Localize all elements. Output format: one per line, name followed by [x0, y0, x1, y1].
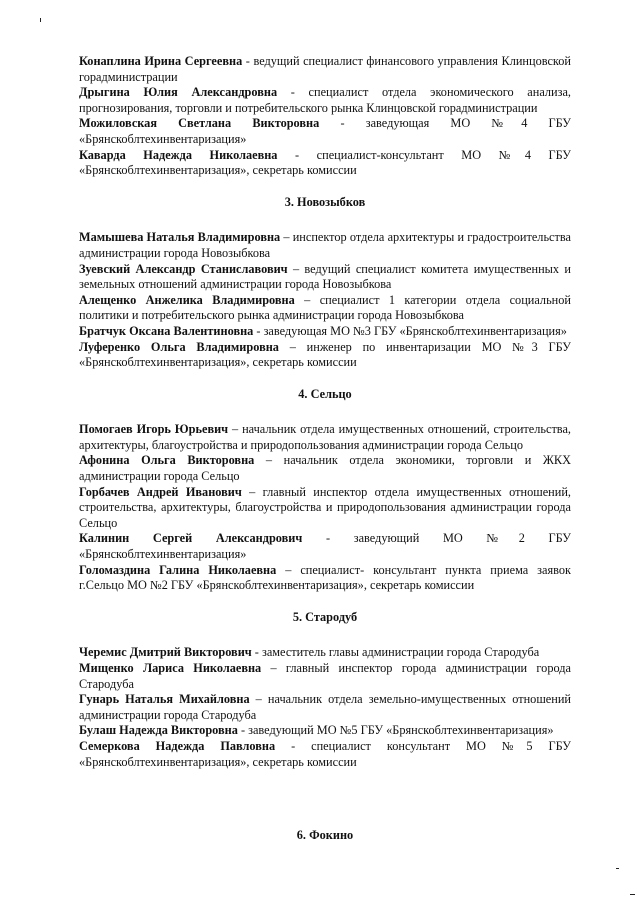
member-entry [79, 422, 571, 453]
member-entry [79, 293, 571, 324]
member-position: - ведущий специалист финансового управления Клинцовской горадминистрации [79, 54, 571, 84]
scan-speck [40, 18, 41, 22]
member-name: Мищенко Лариса Николаевна [79, 661, 262, 675]
member-name: Братчук Оксана Валентиновна [79, 323, 254, 338]
member-position: – инспектор отдела архитектуры и градостроительства администрации города Новозыбкова [79, 230, 571, 260]
section-starodub [79, 645, 571, 770]
member-entry [79, 324, 571, 340]
member-position: – ведущий специалист комитета имущественных и земельных отношений администрации города Новозыбкова [79, 261, 571, 292]
section-seltso [79, 422, 571, 594]
member-entry [79, 661, 571, 692]
member-entry [79, 645, 571, 661]
member-name: Можиловская Светлана Викторовна [79, 116, 320, 131]
member-name: Горбачев Андрей Иванович [79, 484, 242, 499]
member-position: - заведующая МО №4 ГБУ «Брянскоблтехинвентаризация» [79, 116, 571, 146]
member-name: Афонина Ольга Викторовна [79, 453, 255, 468]
member-entry [79, 340, 571, 371]
member-entry [79, 54, 571, 85]
scan-speck [616, 868, 619, 869]
section-klintsy [79, 54, 571, 179]
member-entry [79, 485, 571, 532]
member-position: – начальник отдела имущественных отношений, строительства, архитектуры, благоустройства и природопользования администрации города Сельцо [79, 422, 571, 452]
member-name: Черемис Дмитрий Викторович [79, 645, 252, 660]
section-heading-starodub: 5. Стародуб [292, 609, 358, 624]
member-position: - специалист отдела экономического анализа, прогнозирования, торговли и потребительского рынка Клинцовской горадминистрации [79, 85, 571, 115]
section-heading-novozybkov: 3. Новозыбков [284, 194, 366, 209]
member-entry [79, 531, 571, 562]
member-name: Помогаев Игорь Юрьевич [79, 422, 229, 437]
member-name: Дрыгина Юлия Александровна [79, 85, 278, 100]
member-name: Луференко Ольга Владимировна [79, 339, 279, 354]
section-heading-fokino: 6. Фокино [296, 828, 354, 843]
section-novozybkov [79, 230, 571, 370]
member-name: Калинин Сергей Александрович [79, 531, 303, 546]
member-position: - специалист консультант МО №5 ГБУ «Брянскоблтехинвентаризация», секретарь комиссии [79, 738, 571, 769]
member-position: – инженер по инвентаризации МО №3 ГБУ «Брянскоблтехинвентаризация», секретарь комиссии [79, 339, 571, 370]
member-position: – главный инспектор города администрации города Стародуба [79, 661, 571, 691]
member-entry [79, 85, 571, 116]
document-page [79, 54, 571, 844]
member-entry [79, 739, 571, 770]
member-entry [79, 230, 571, 261]
member-name: Кавардa Надежда Николаевна [79, 147, 278, 162]
member-name: Голомаздина Галина Николаевна [79, 562, 277, 577]
member-position: – начальник отдела земельно-имущественных отношений администрации города Стародуба [79, 692, 571, 722]
member-position: - специалист-консультант МО №4 ГБУ «Брянскоблтехинвентаризация», секретарь комиссии [79, 147, 571, 178]
member-entry [79, 116, 571, 147]
member-position: - заместитель главы администрации города Стародуба [251, 645, 540, 660]
member-name: Алещенко Анжелика Владимировна [79, 292, 295, 307]
member-position: - заведующий МО №2 ГБУ «Брянскоблтехинвентаризация» [79, 531, 571, 562]
member-entry [79, 692, 571, 723]
member-name: Зуевский Александр Станиславович [79, 261, 288, 276]
member-position: - заведующая МО №3 ГБУ «Брянскоблтехинвентаризация» [253, 323, 567, 338]
member-name: Семеркова Надежда Павловна [79, 738, 276, 753]
member-entry [79, 453, 571, 484]
member-name: Булаш Надежда Викторовна [79, 723, 238, 738]
scan-speck [630, 894, 635, 895]
member-name: Мамышева Наталья Владимировна [79, 230, 281, 245]
member-position: – специалист- консультант пункта приема заявок г.Сельцо МО №2 ГБУ «Брянскоблтехинвентаризация», секретарь комиссии [79, 562, 571, 593]
member-name: Гунарь Наталья Михайловна [79, 692, 250, 707]
member-position: – начальник отдела экономики, торговли и ЖКХ администрации города Сельцо [79, 453, 571, 484]
member-position: – специалист 1 категории отдела социальной политики и потребительского рынка администрации города Новозыбкова [79, 292, 571, 323]
member-position: – главный инспектор отдела имущественных отношений, строительства, архитектуры, благоустройства и природопользования администрации города Сельцо [79, 484, 571, 530]
member-name: Конаплина Ирина Сергеевна [79, 54, 243, 68]
section-heading-seltso: 4. Сельцо [298, 386, 352, 401]
member-entry [79, 148, 571, 179]
member-position: - заведующий МО №5 ГБУ «Брянскоблтехинвентаризация» [237, 723, 554, 738]
member-entry [79, 262, 571, 293]
member-entry [79, 563, 571, 594]
member-entry [79, 723, 571, 739]
